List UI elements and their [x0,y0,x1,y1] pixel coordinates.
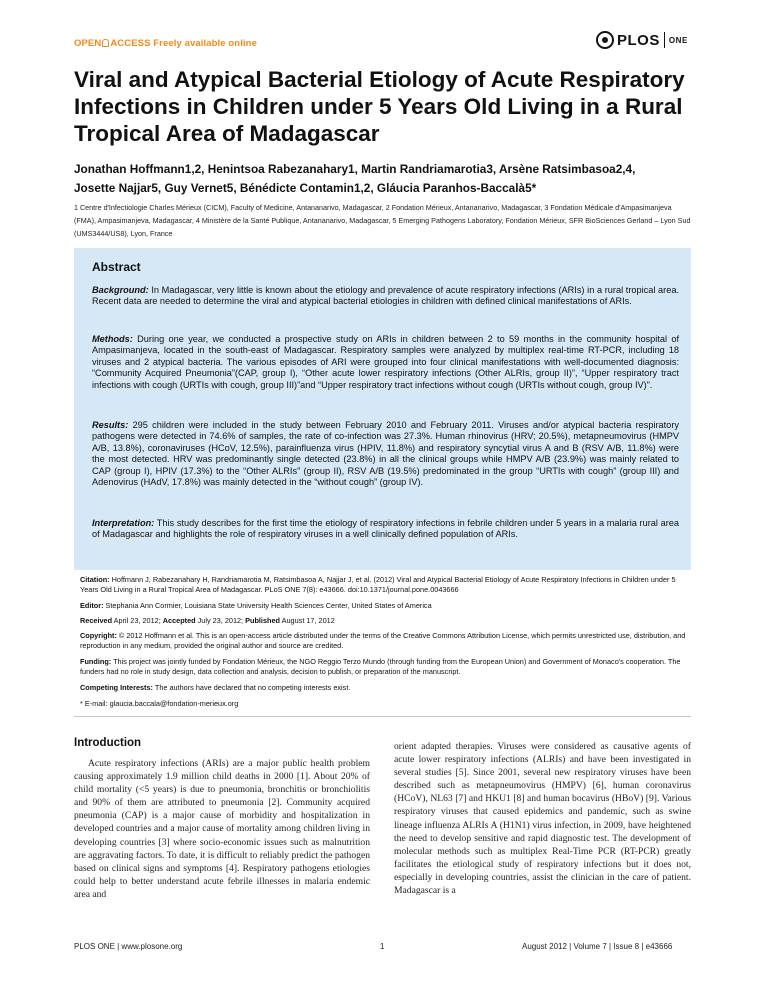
published-label: Published [245,616,280,625]
funding-text: This project was jointly funded by Fondation Mérieux, the NGO Reggio Terzo Mundo (through funding from the European Union) and Government of Monaco's cooperation. The funders had no role in study design, data collection and analysis, decision to publish, or preparation of the manuscript. [80,657,681,677]
copyright-label: Copyright: [80,631,117,640]
logo-divider [664,32,665,48]
open-access-banner [74,38,257,49]
affiliations: 1 Centre d'Infectiologie Charles Mérieux (CICM), Faculty of Medicine, Antananarivo, Madagascar, 2 Fondation Mérieux, Antananarivo, Madagascar, 3 Fondation Médicale d'Ampasimanjeva (FMA), Ampasimanjeva, Madagascar, 4 Ministère de la Santé Publique, Antananarivo, Madagascar, 5 Emerging Pathogens Laboratory, Fondation Mérieux, SFR BioSciences Gerland – Lyon Sud (UMS3444/US8), Lyon, France [74,203,691,238]
dates [80,616,690,626]
open-lock-icon [102,39,109,47]
published-date: August 17, 2012 [280,616,335,625]
plos-logo-text: PLOS [617,31,660,49]
footer-journal: PLOS ONE | www.plosone.org [74,942,183,951]
footer-page-number: 1 [380,942,385,951]
intro-left-column [74,757,370,901]
info-divider [74,716,691,717]
corresponding-email: * E-mail: glaucia.baccala@fondation-merieux.org [80,699,239,708]
accepted-label: Accepted [162,616,196,625]
methods-text: During one year, we conducted a prospective study on ARIs in children between 2 to 59 months in the community hospital of Ampasimanjeva, located in the south-east of Madagascar. Respiratory samples were analyzed by multiplex real-time RT-PCR, including 18 viruses and 2 atypical bacteria. The various episodes of ARI were grouped into four clinical manifestations with well-documented diagnosis: “Community Acquired Pneumonia”(CAP, group I), “Other acute lower respiratory infections (Other ALRIs, group II)”, “Upper respiratory tract infections with cough (URTIs with cough, group III)”and “Upper respiratory tract infections without cough (URTIs without cough, group IV)”. [92,334,679,390]
background-text: In Madagascar, very little is known about the etiology and prevalence of acute respiratory infections (ARIs) in a rural tropical area. Recent data are needed to determine the viral and atypical bacterial etiologies in children with defined clinical manifestations of ARIs. [92,285,679,307]
citation-text: Hoffmann J, Rabezanahary H, Randriamarotia M, Ratsimbasoa A, Najjar J, et al. (2012) Viral and Atypical Bacterial Etiology of Acute Respiratory Infections in Children under 5 Years Old Living in a Rural Tropical Area of Madagascar. PLoS ONE 7(8): e43666. doi:10.1371/journal.pone.0043666 [80,575,676,595]
authors-line-2: Josette Najjar5, Guy Vernet5, Bénédicte Contamin1,2, Gláucia Paranhos-Baccalà5* [74,181,537,195]
footer-issue: August 2012 | Volume 7 | Issue 8 | e43666 [522,942,673,951]
copyright [80,631,690,652]
funding [80,657,690,678]
one-logo-text: ONE [668,35,688,45]
competing-text: The authors have declared that no competing interests exist. [152,683,351,692]
editor-label: Editor: [80,601,104,610]
background-label: Background: [92,285,149,295]
copyright-text: © 2012 Hoffmann et al. This is an open-access article distributed under the terms of the Creative Commons Attribution License, which permits unrestricted use, distribution, and reproduction in any medium, provided the original author and source are credited. [80,631,686,651]
received-label: Received [80,616,113,625]
plos-one-logo [596,30,688,50]
abstract-background [92,285,679,308]
introduction-heading: Introduction [74,737,142,749]
results-label: Results: [92,420,129,430]
intro-left-text: Acute respiratory infections (ARIs) are a major public health problem causing approximately 1.9 million child deaths in 2000 [1]. About 20% of child mortality (<5 years) is due to pneumonia, bronchitis or bronchiolitis and 90% of them are attributed to pneumonia [2]. Community acquired pneumonia (CAP) is a major cause of morbidity and hospitalization in developed countries and a major cause of mortality among children living in developing countries [3] where socio-economic issues such as malnutrition are aggravating factors. To date, it is difficult to reliably predict the pathogen based on clinical signs and symptoms [4]. Respiratory pathogens etiologies could help to better understand acute febrile illnesses in malaria endemic area and [74,758,370,900]
abstract-methods [92,334,679,391]
intro-right-column: orient adapted therapies. Viruses were considered as causative agents of acute lower respiratory infections (ALRIs) and have been investigated in several studies [5]. Since 2001, several new respiratory viruses have been described such as metapneumovirus (HMPV) [6], human coronavirus (HCoV), NL63 [7] and HKU1 [8] and human bocavirus (HBoV) [9]. Various respiratory viruses that caused epidemics and pandemic, such as swine lineage influenza ALRIs A (H1N1) virus infection, in 2009, have heightened the need to develop sensitive and rapid diagnostic test. The development of molecular methods such as multiplex Real-Time PCR (RT-PCR) greatly facilitates the etiological study of respiratory infections but it does not, especially in developing countries, assist the clinician in the care of patient. Madagascar is a [394,741,691,897]
editor [80,601,690,611]
methods-label: Methods: [92,334,133,344]
access-label: ACCESS [110,38,151,49]
citation-label: Citation: [80,575,110,584]
author-list [74,160,702,198]
received-date: April 23, 2012; [112,616,163,625]
accepted-date: July 23, 2012; [195,616,246,625]
competing-label: Competing Interests: [80,683,153,692]
abstract-results [92,420,679,488]
competing-interests [80,683,690,693]
authors-line-1: Jonathan Hoffmann1,2, Henintsoa Rabezanahary1, Martin Randriamarotia3, Arsène Ratsimbasoa2,4, [74,162,636,176]
abstract-interpretation [92,518,679,541]
interpretation-text: This study describes for the first time the etiology of respiratory infections in febrile children under 5 years in a malaria rural area of Madagascar and highlights the role of respiratory viruses in a well clinically defined population of ARIs. [92,518,679,540]
citation [80,575,690,596]
results-text: 295 children were included in the study between February 2010 and February 2011. Viruses and/or atypical bacteria respiratory pathogens were detected in 74.6% of samples, the rate of co-infection was 27.3%. Human rhinovirus (HRV; 20.5%), metapneumovirus (HMPV A/B, 13.8%), coronaviruses (HCoV, 12.5%), parainfluenza virus (HPIV, 11.8%) and respiratory syncytial virus A and B (RSV A/B, 11.8%) were the most detected. HRV was predominantly single detected (23.8%) in all the clinical groups while HMPV A/B (23.9%) was mainly related to CAP (group I), HPIV (17.3%) to the “Other ALRIs” (group II), RSV A/B (19.5%) predominated in the group “URTIs with cough” (group III) and Adenovirus (HAdV, 17.8%) was mainly detected in the “without cough” (group IV). [92,420,679,488]
editor-text: Stephania Ann Cormier, Louisiana State University Health Sciences Center, United States of America [103,601,432,610]
freely-available-label: Freely available online [153,38,257,49]
interpretation-label: Interpretation: [92,518,155,528]
article-title: Viral and Atypical Bacterial Etiology of Acute Respiratory Infections in Children under 5 Years Old Living in a Rural Tropical Area of Madagascar [74,67,685,146]
funding-label: Funding: [80,657,112,666]
abstract-heading: Abstract [92,260,141,274]
plos-logo-icon [596,31,614,49]
open-label: OPEN [74,38,102,49]
